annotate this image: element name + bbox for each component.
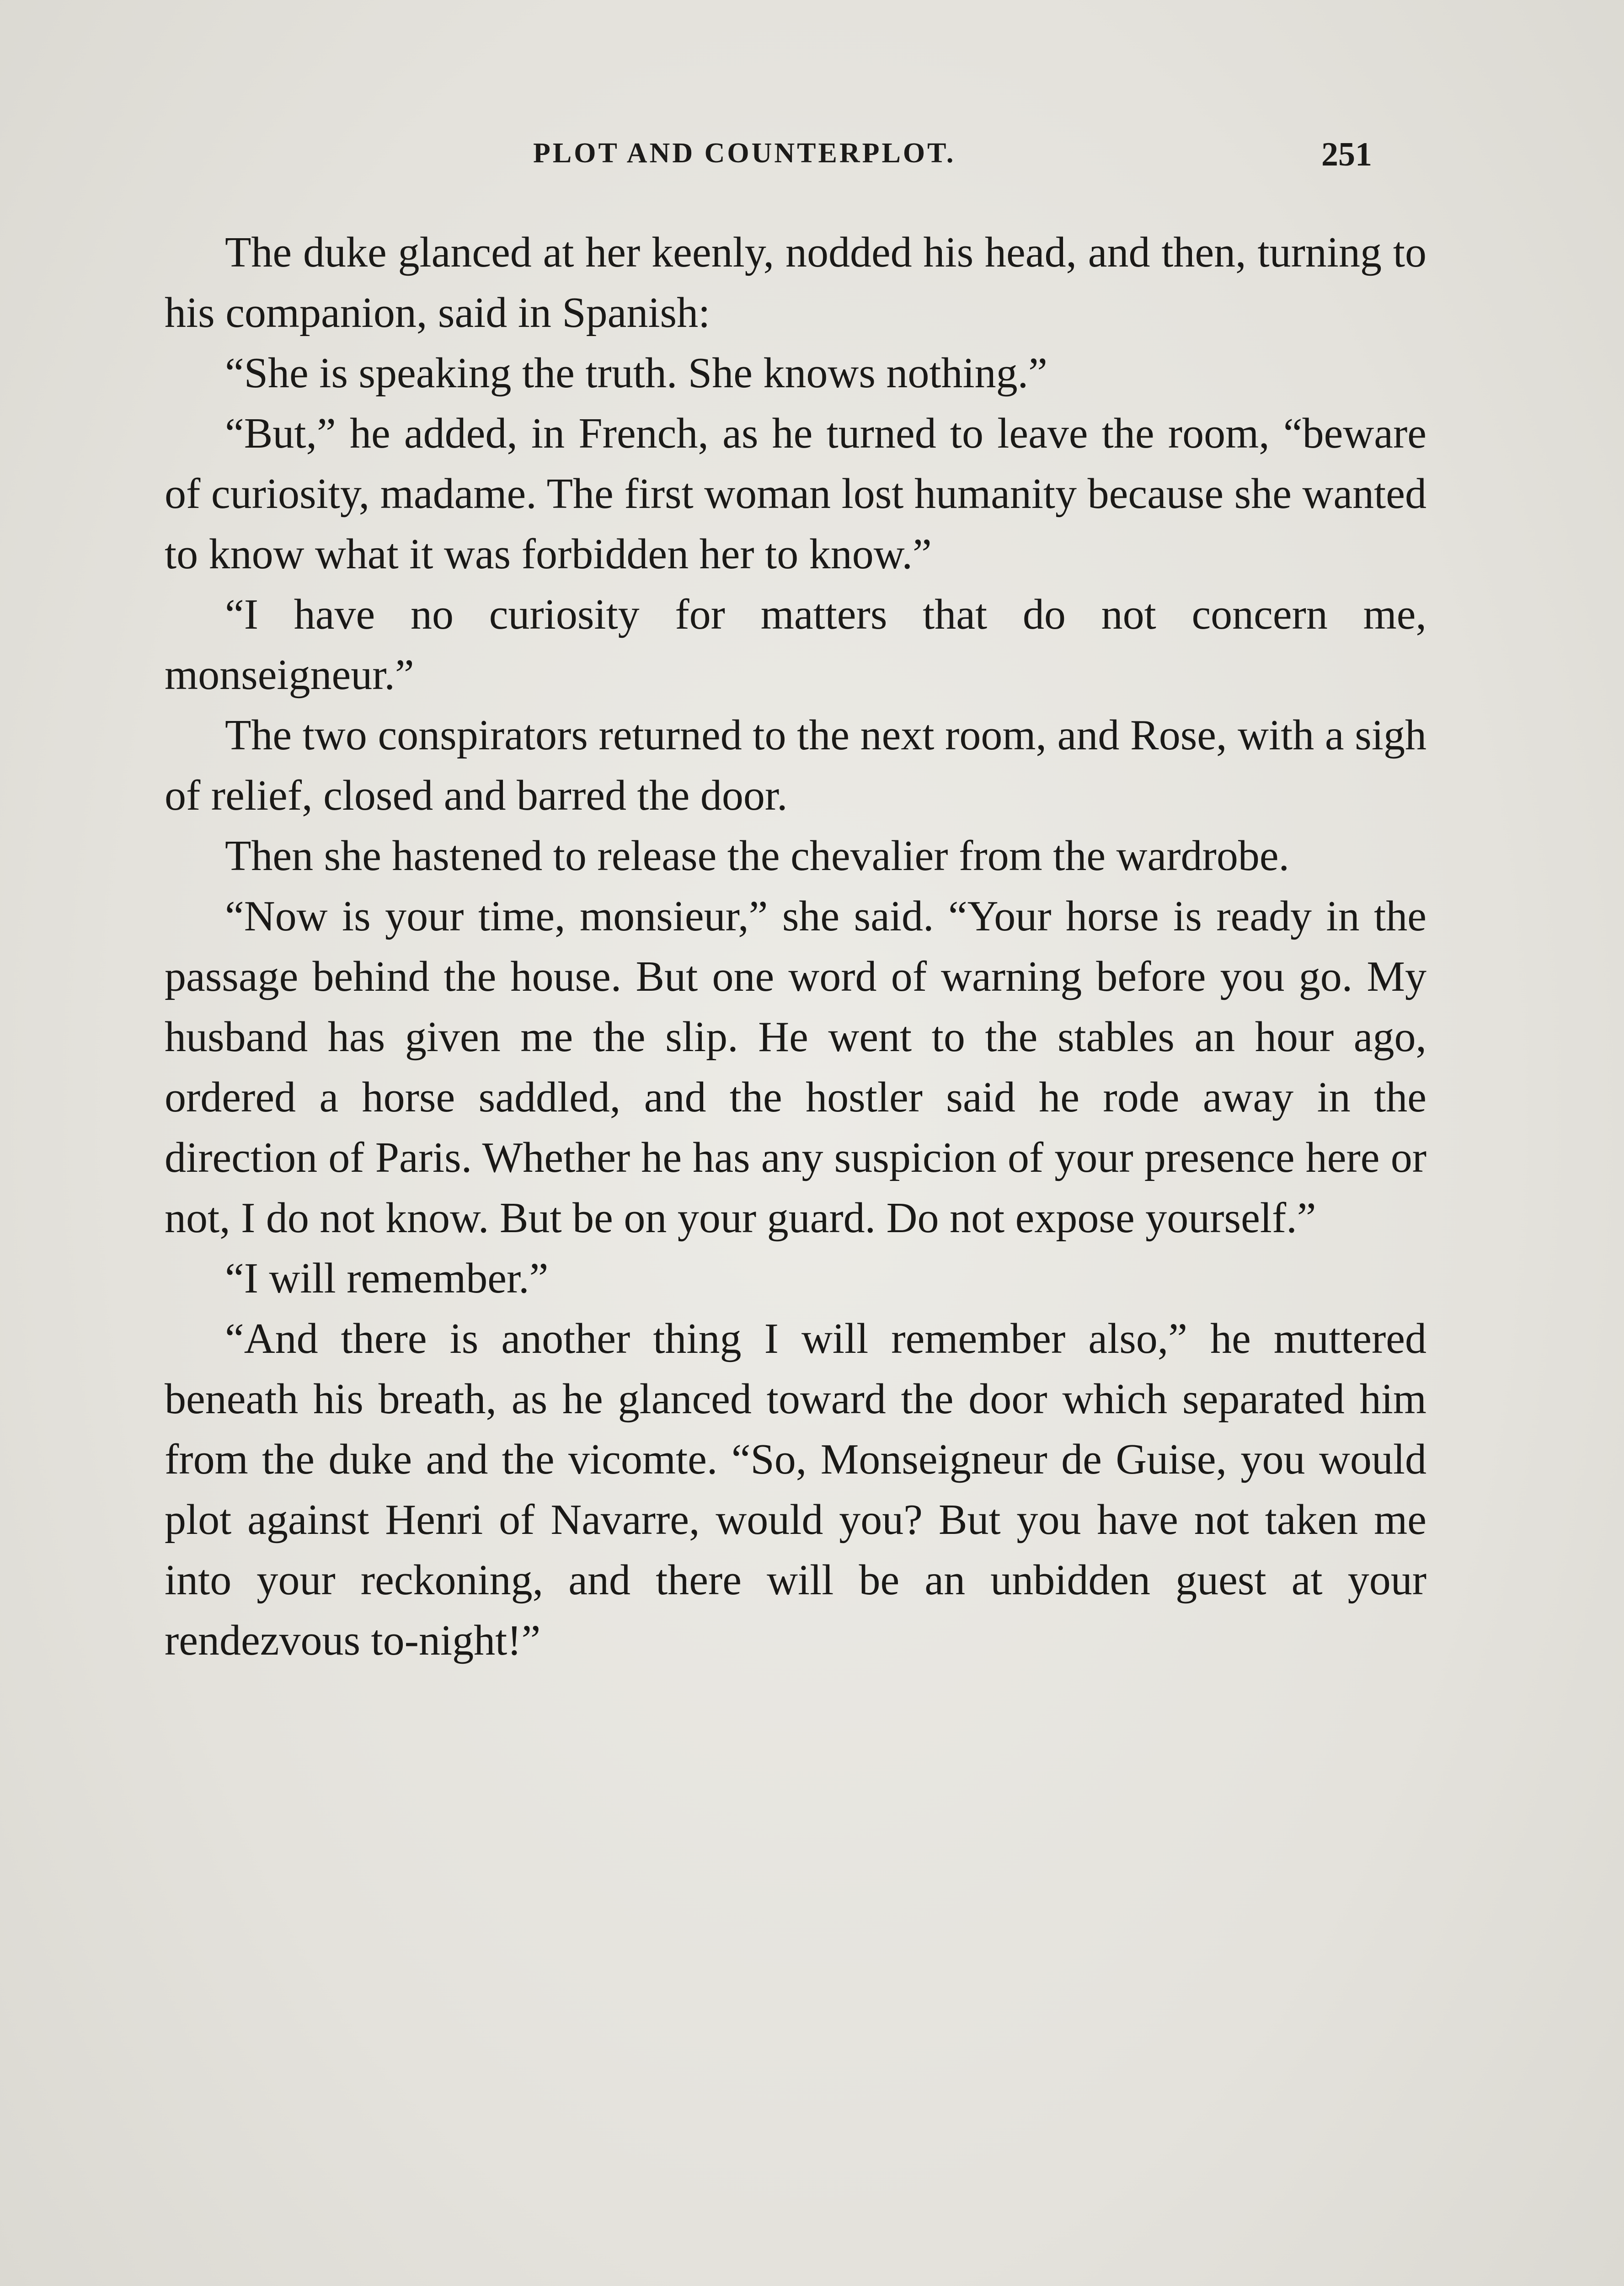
paragraph: “She is speaking the truth. She knows nothing.” (225, 349, 1047, 397)
running-head-title: PLOT AND COUNTERPLOT. (533, 138, 956, 169)
page-number: 251 (1321, 136, 1372, 173)
paragraph: The two conspirators returned to the next room, and Rose, with a sigh of relief, closed and barred the door. (165, 711, 1426, 819)
paragraph: “But,” he added, in French, as he turned to leave the room, “beware of curiosity, madame. The first woman lost humanity because she wanted to know what it was forbidden her to know.” (165, 410, 1426, 578)
paragraph: The duke glanced at her keenly, nodded his head, and then, turning to his companion, said in Spanish: (165, 229, 1426, 336)
paragraph: “I have no curiosity for matters that do not concern me, monseigneur.” (165, 591, 1426, 699)
paragraph: “And there is another thing I will remember also,” he muttered beneath his breath, as he glanced toward the door which separated him from the duke and the vicomte. “So, Monseigneur de Guise, you would plot against Henri of Navarre, would you? But you have not taken me into your reckoning, and there will be an unbidden guest at your rendezvous to-night!” (165, 1315, 1426, 1664)
paragraph: Then she hastened to release the chevalier from the wardrobe. (225, 832, 1290, 880)
body-text (165, 222, 1426, 1671)
paragraph: “I will remember.” (225, 1255, 549, 1302)
paragraph: “Now is your time, monsieur,” she said. “Your horse is ready in the passage behind the house. But one word of warning before you go. My husband has given me the slip. He went to the stables an hour ago, ordered a horse saddled, and the hostler said he rode away in the direction of Paris. Whether he has any suspicion of your presence here or not, I do not know. But be on your guard. Do not expose yourself.” (165, 892, 1426, 1242)
